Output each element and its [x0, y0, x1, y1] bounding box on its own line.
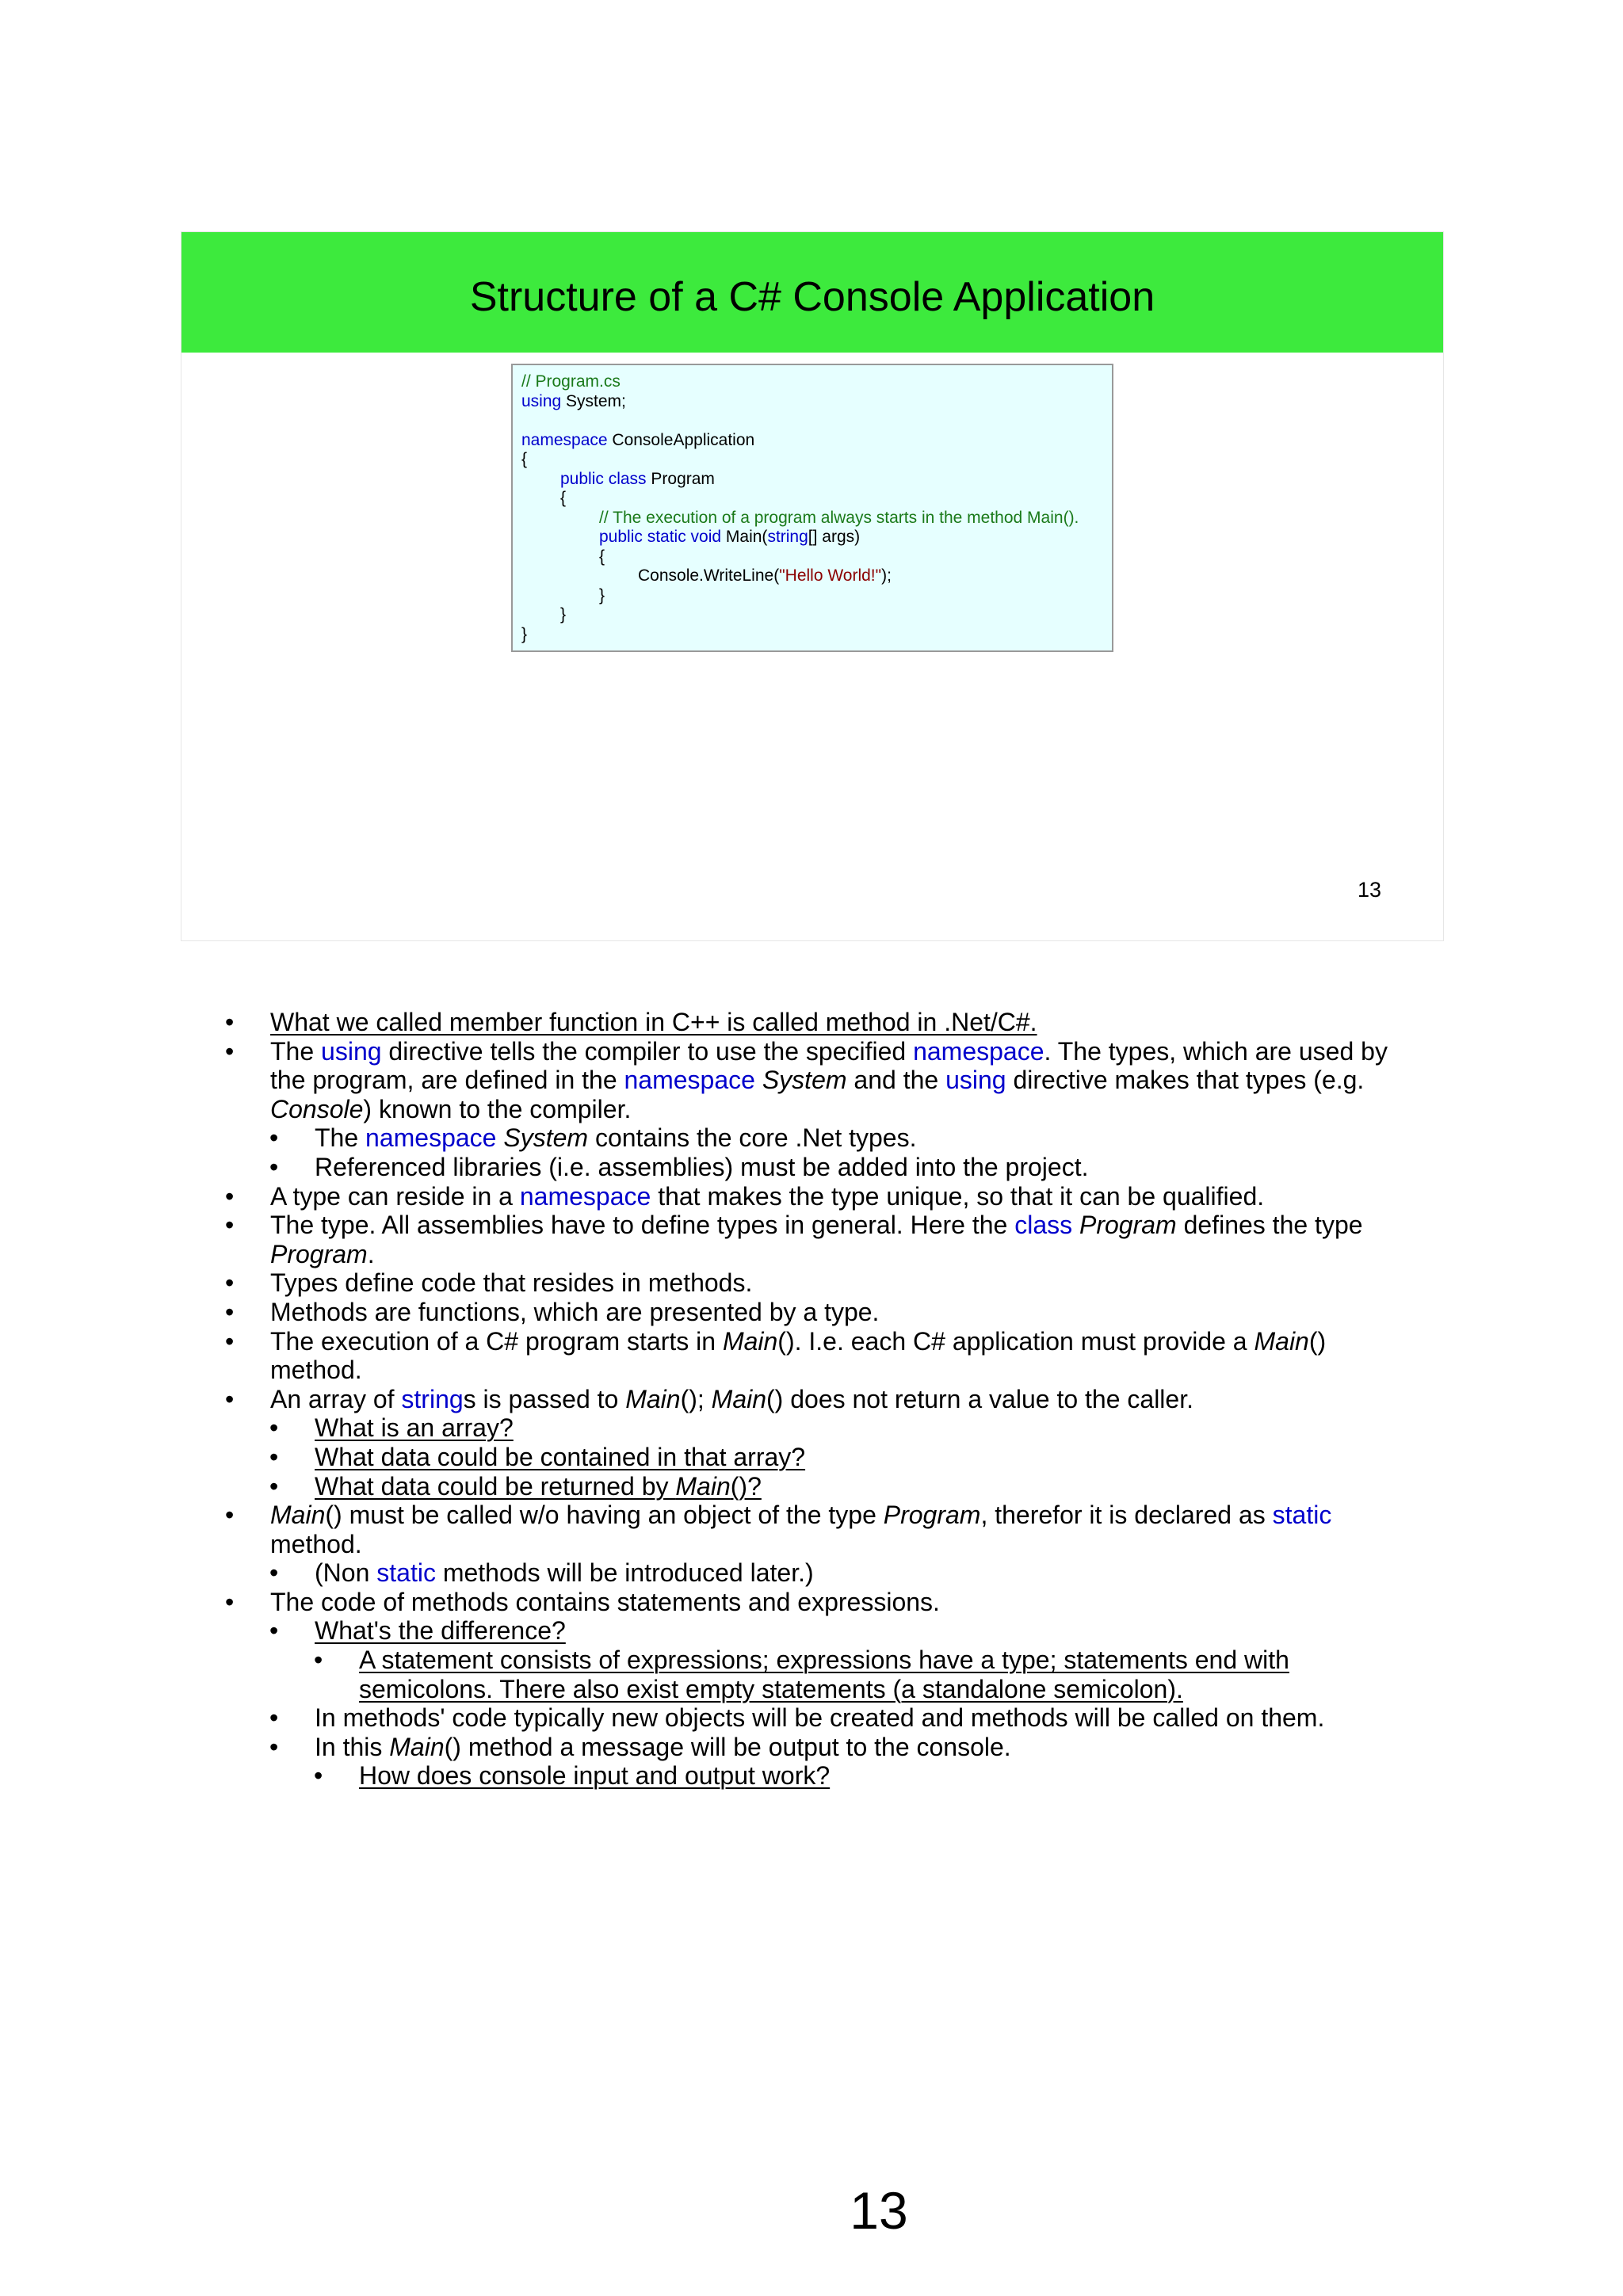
code-text: {: [521, 450, 528, 468]
note-italic: Main: [711, 1384, 767, 1413]
note-text: (Non: [315, 1558, 377, 1588]
code-line: [521, 605, 1112, 625]
note-keyword: namespace: [519, 1181, 651, 1211]
note-text: s is passed to: [463, 1384, 626, 1413]
note-item: [0, 1501, 1623, 1530]
note-text: The type. All assemblies have to define types in general. Here the: [270, 1211, 1015, 1240]
bullet-icon: •: [225, 1326, 235, 1356]
slide-number: 13: [1358, 878, 1382, 902]
note-italic: Program: [270, 1239, 368, 1268]
bullet-icon: •: [225, 1384, 235, 1413]
note-question-italic: Main: [675, 1471, 731, 1501]
note-item: [0, 1588, 1623, 1617]
code-text: }: [560, 605, 567, 624]
note-subitem: [0, 1413, 1623, 1443]
code-text: }: [599, 585, 605, 605]
note-text: Referenced libraries (i.e. assemblies) must be added into the project.: [315, 1152, 1089, 1181]
bullet-icon: •: [225, 1268, 235, 1298]
note-text: directive tells the compiler to use the specified: [381, 1036, 914, 1066]
note-italic: System: [503, 1123, 589, 1153]
note-keyword: static: [376, 1558, 436, 1588]
note-keyword: namespace: [624, 1066, 755, 1095]
note-item: [0, 1268, 1623, 1298]
bullet-icon: •: [269, 1123, 279, 1153]
code-text: );: [881, 566, 892, 585]
note-text: (): [1308, 1326, 1327, 1356]
note-subitem: [0, 1123, 1623, 1153]
note-subsubitem: [0, 1761, 1623, 1791]
note-continuation: [0, 1675, 1623, 1704]
note-text: contains the core .Net types.: [588, 1123, 917, 1153]
note-text: ) known to the compiler.: [363, 1094, 632, 1123]
code-listing: [511, 364, 1113, 652]
note-item: [0, 1298, 1623, 1327]
code-text: ConsoleApplication: [607, 430, 755, 449]
note-text: [1072, 1211, 1079, 1239]
page-number: 13: [850, 2181, 908, 2240]
note-subitem: [0, 1616, 1623, 1646]
code-line: [521, 547, 1112, 567]
note-text: Methods are functions, which are presented by a type.: [270, 1297, 880, 1326]
note-text: .: [367, 1239, 375, 1268]
note-italic: System: [762, 1066, 847, 1095]
note-subsubitem: [0, 1646, 1623, 1675]
note-text: directive makes that types (e.g.: [1006, 1066, 1365, 1095]
code-line: [521, 372, 1112, 392]
note-answer: A statement consists of expressions; expressions have a type; statements end with: [359, 1646, 1289, 1675]
note-italic: Main: [270, 1501, 326, 1530]
bullet-icon: •: [269, 1413, 279, 1443]
code-comment: // Program.cs: [521, 372, 621, 391]
note-text: An array of: [270, 1384, 402, 1413]
note-question: What data could be contained in that array?: [315, 1442, 806, 1471]
code-comment: // The execution of a program always starts in the method Main().: [599, 508, 1079, 527]
note-item: [0, 1385, 1623, 1414]
note-text: () does not return a value to the caller.: [766, 1384, 1193, 1413]
code-line: [521, 528, 1112, 547]
note-keyword: class: [1014, 1211, 1073, 1240]
note-subitem: [0, 1703, 1623, 1733]
bullet-icon: •: [269, 1442, 279, 1471]
note-answer: semicolons. There also exist empty statements (a standalone semicolon).: [359, 1674, 1183, 1703]
note-item: [0, 1037, 1623, 1066]
code-keyword: public class: [560, 469, 647, 488]
code-line: [521, 566, 1112, 586]
note-text: The: [270, 1036, 322, 1066]
note-keyword: using: [945, 1066, 1006, 1095]
note-text: In methods' code typically new objects will be created and methods will be called on them.: [315, 1703, 1325, 1733]
code-text: [] args): [808, 528, 861, 546]
note-continuation: [0, 1240, 1623, 1269]
note-text: ();: [680, 1384, 712, 1413]
note-italic: Program: [1079, 1211, 1177, 1240]
note-keyword: string: [401, 1384, 464, 1413]
code-line: [521, 431, 1112, 451]
note-question: What is an array?: [315, 1413, 514, 1443]
code-text: {: [599, 547, 605, 566]
slide: [181, 231, 1444, 941]
note-keyword: static: [1272, 1501, 1332, 1530]
note-text: A type can reside in a: [270, 1181, 520, 1211]
note-continuation: [0, 1356, 1623, 1385]
note-text: and the: [846, 1066, 946, 1095]
note-italic: Console: [270, 1094, 364, 1123]
bullet-icon: •: [225, 1297, 235, 1326]
slide-header: [181, 232, 1443, 353]
code-keyword: string: [767, 528, 808, 546]
bullet-icon: •: [225, 1036, 235, 1066]
code-text: }: [521, 624, 528, 643]
note-text: (). I.e. each C# application must provide a: [777, 1326, 1254, 1356]
note-text: () method a message will be output to the console.: [444, 1732, 1011, 1761]
note-text: Types define code that resides in methods.: [270, 1268, 753, 1298]
code-text: Console.WriteLine(: [638, 566, 780, 585]
code-keyword: using: [521, 391, 562, 410]
note-italic: Main: [722, 1326, 778, 1356]
code-line: [521, 450, 1112, 470]
code-blank-line: [521, 411, 1112, 431]
note-italic: Main: [625, 1384, 681, 1413]
note-text: The execution of a C# program starts in: [270, 1326, 723, 1356]
bullet-icon: •: [269, 1152, 279, 1181]
note-continuation: [0, 1066, 1623, 1095]
bullet-icon: •: [225, 1008, 235, 1036]
code-keyword: public static void: [599, 528, 722, 546]
note-italic: Main: [389, 1732, 445, 1761]
note-item: [0, 1211, 1623, 1240]
note-continuation: [0, 1530, 1623, 1559]
note-keyword: namespace: [913, 1036, 1044, 1066]
note-text: . The types, which are used by: [1044, 1036, 1388, 1066]
code-text: {: [560, 489, 567, 507]
note-keyword: using: [321, 1036, 382, 1066]
code-line: [521, 625, 1112, 645]
note-item: [0, 1182, 1623, 1211]
note-italic: Main: [1254, 1326, 1309, 1356]
speaker-notes: [0, 1008, 1623, 1791]
slide-title: Structure of a C# Console Application: [469, 274, 1155, 320]
bullet-icon: •: [225, 1587, 235, 1616]
note-subitem: [0, 1733, 1623, 1762]
code-line: [521, 586, 1112, 606]
note-text: () must be called w/o having an object of the type: [325, 1501, 884, 1530]
code-text: Program: [646, 469, 715, 488]
note-text: defines the type: [1176, 1211, 1363, 1240]
code-text: System;: [561, 391, 626, 410]
code-line: [521, 392, 1112, 412]
note-keyword: namespace: [365, 1123, 497, 1153]
bullet-icon: •: [225, 1181, 235, 1211]
note-text: , therefor it is declared as: [980, 1501, 1273, 1530]
note-question: What data could be returned by: [315, 1471, 676, 1501]
note-text: the program, are defined in the: [270, 1066, 624, 1095]
note-item: [0, 1327, 1623, 1356]
note-text: In this: [315, 1732, 390, 1761]
note-italic: Program: [883, 1501, 981, 1530]
note-question: What's the difference?: [315, 1616, 566, 1646]
note-question: How does console input and output work?: [359, 1761, 831, 1791]
note-question: What we called member function in C++ is called method in .Net/C#.: [270, 1008, 1037, 1036]
note-text: method.: [270, 1529, 362, 1558]
note-text: The: [315, 1123, 366, 1153]
note-subitem: [0, 1443, 1623, 1472]
bullet-icon: •: [225, 1501, 235, 1530]
note-text: methods will be introduced later.): [435, 1558, 814, 1588]
code-line: [521, 509, 1112, 528]
bullet-icon: •: [314, 1646, 323, 1675]
bullet-icon: •: [225, 1211, 235, 1240]
bullet-icon: •: [269, 1732, 279, 1761]
bullet-icon: •: [269, 1616, 279, 1646]
note-text: The code of methods contains statements and expressions.: [270, 1587, 940, 1616]
bullet-icon: •: [314, 1761, 323, 1791]
bullet-icon: •: [269, 1471, 279, 1501]
code-text: Main(: [721, 528, 768, 546]
note-item: [0, 1008, 1623, 1037]
note-question: ()?: [730, 1471, 762, 1501]
bullet-icon: •: [269, 1703, 279, 1733]
note-subitem: [0, 1472, 1623, 1501]
code-string: "Hello World!": [779, 566, 882, 585]
note-subitem: [0, 1153, 1623, 1182]
note-subitem: [0, 1558, 1623, 1588]
code-line: [521, 489, 1112, 509]
code-line: [521, 470, 1112, 490]
note-continuation: [0, 1095, 1623, 1124]
code-keyword: namespace: [521, 430, 608, 449]
note-text: method.: [270, 1356, 362, 1385]
note-text: [755, 1066, 762, 1094]
bullet-icon: •: [269, 1558, 279, 1588]
note-text: that makes the type unique, so that it can be qualified.: [651, 1181, 1265, 1211]
